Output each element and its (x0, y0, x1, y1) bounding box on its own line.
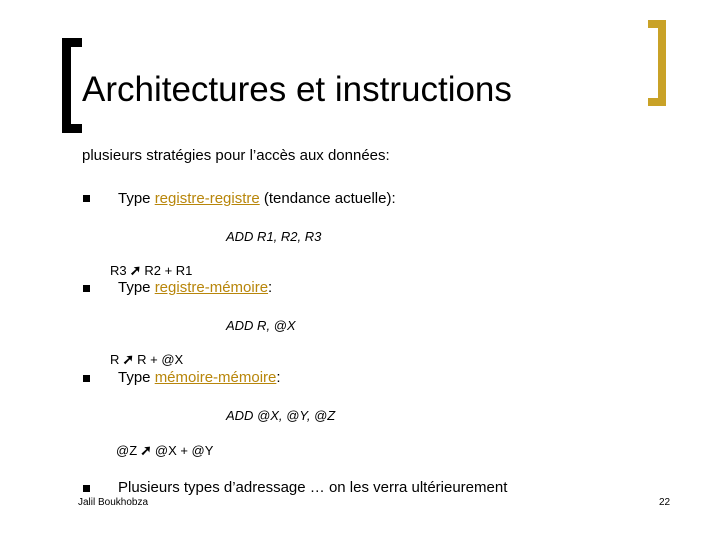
left-bracket-vertical (62, 38, 71, 133)
bullet-icon (83, 375, 90, 382)
eq-left: R (110, 352, 120, 367)
equation-1 (110, 262, 192, 279)
bullet-icon (83, 485, 90, 492)
eq-left: @Z (116, 443, 138, 458)
right-bracket-vertical (658, 20, 666, 106)
arrow-icon: ➚ (129, 262, 142, 278)
right-bracket-top (648, 20, 666, 28)
registre-registre-link[interactable]: registre-registre (154, 190, 260, 207)
list-item-type-2 (118, 279, 272, 296)
eq-right: @X + @Y (154, 443, 214, 458)
eq-right: R + @X (137, 352, 184, 367)
eq-right: R2 + R1 (144, 263, 193, 278)
registre-memoire-link[interactable]: registre-mémoire (154, 279, 269, 296)
item-prefix: Type (118, 279, 155, 296)
list-item-type-3 (118, 369, 281, 386)
footer-author: Jalil Boukhobza (78, 497, 149, 508)
bullet-icon (83, 285, 90, 292)
formula-1: ADD R1, R2, R3 (226, 229, 322, 244)
left-bracket-bottom (62, 124, 82, 133)
item-suffix: : (268, 279, 273, 296)
item-prefix: Type (118, 190, 155, 207)
formula-3: ADD @X, @Y, @Z (226, 408, 336, 423)
right-bracket-bottom (648, 98, 666, 106)
eq-left: R3 (110, 263, 127, 278)
list-item-last: Plusieurs types d’adressage … on les verra ultérieurement (118, 479, 508, 496)
memoire-memoire-link[interactable]: mémoire-mémoire (154, 369, 277, 386)
page-number: 22 (659, 497, 671, 508)
item-suffix: : (276, 369, 281, 386)
list-item-type-1 (118, 190, 396, 207)
item-prefix: Type (118, 369, 155, 386)
equation-3 (116, 442, 213, 459)
formula-2: ADD R, @X (226, 318, 296, 333)
arrow-icon: ➚ (140, 442, 152, 458)
arrow-icon: ➚ (122, 351, 135, 367)
equation-2 (110, 351, 183, 368)
item-suffix: (tendance actuelle): (259, 190, 396, 207)
intro-text: plusieurs stratégies pour l’accès aux données: (82, 147, 390, 164)
page-title: Architectures et instructions (82, 70, 512, 109)
bullet-icon (83, 195, 90, 202)
left-bracket-top (62, 38, 82, 47)
